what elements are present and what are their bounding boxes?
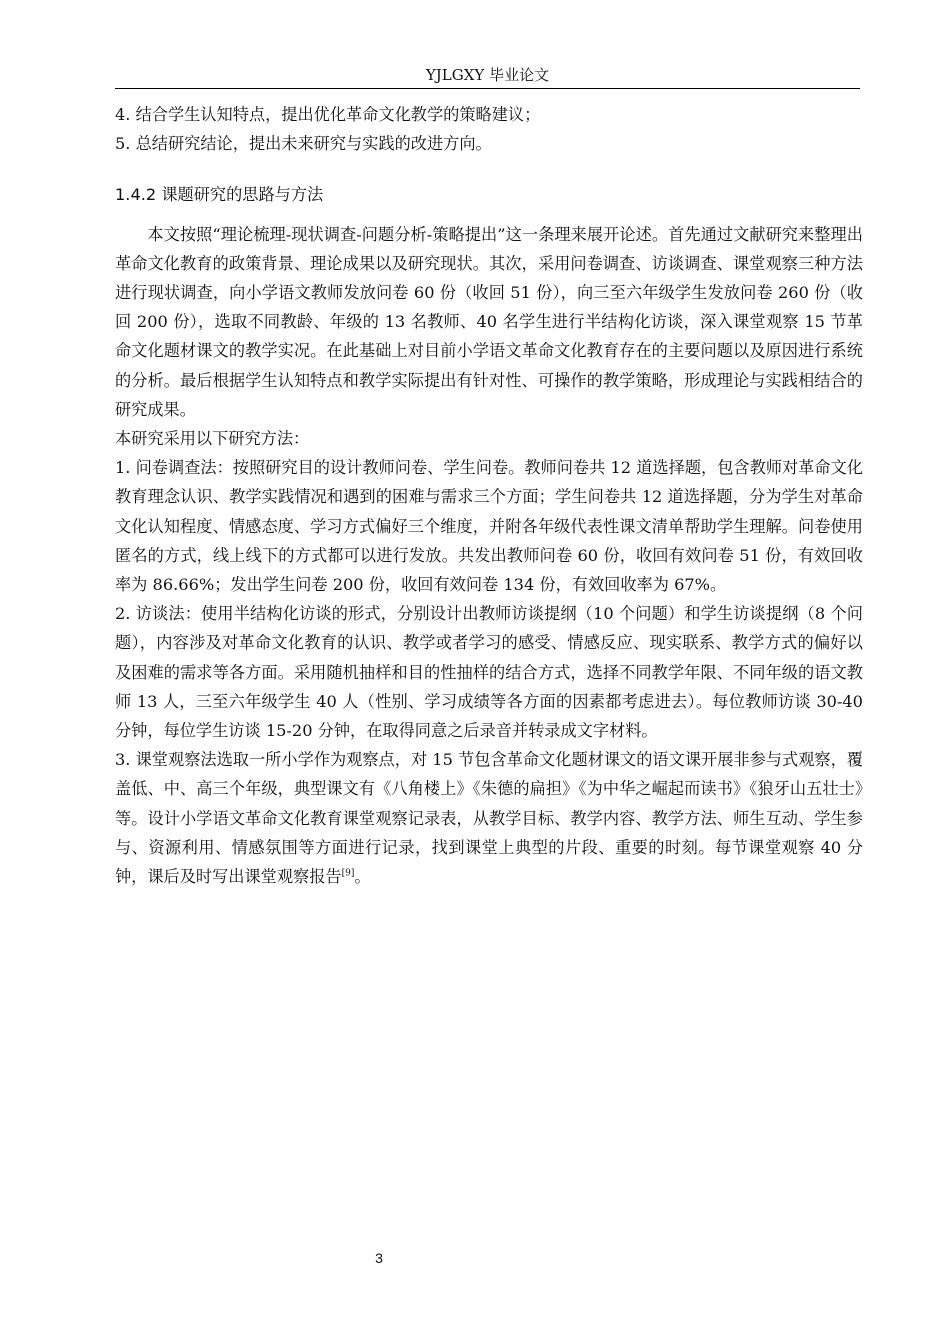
section-heading: 1.4.2 课题研究的思路与方法	[115, 185, 324, 205]
citation-ref: [9]	[341, 868, 355, 879]
objective-item-5: 5. 总结研究结论，提出未来研究与实践的改进方向。	[115, 134, 492, 154]
method-questionnaire: 1. 问卷调查法：按照研究目的设计教师问卷、学生问卷。教师问卷共 12 道选择题，包含教师对革命文化教育理念认识、教学实践情况和遇到的困难与需求三个方面；学生问卷共 12 道选择题，分为学生对革命文化认知程度、情感态度、学习方式偏好三个维度，并附各年级代表性课文清单帮助学生理解。问卷使用匿名的方式，线上线下的方式都可以进行发放。共发出教师问卷 60 份，收回有效问卷 51 份，有效回收率为 86.66%；发出学生问卷 200 份，收回有效问卷 134 份，有效回收率为 67%。	[115, 458, 863, 595]
method-observation	[115, 745, 863, 891]
objective-item-4: 4. 结合学生认知特点，提出优化革命文化教学的策略建议；	[115, 105, 541, 124]
page-body	[115, 100, 863, 891]
header-rule	[115, 88, 860, 89]
method-observation-end: 。	[354, 867, 371, 887]
running-header: YJLGXY 毕业论文	[425, 66, 550, 84]
intro-paragraph: 本文按照“理论梳理-现状调查-问题分析-策略提出”这一条理来展开论述。首先通过文献研究来整理出革命文化教育的政策背景、理论成果以及研究现状。其次，采用问卷调查、访谈调查、课堂观察三种方法进行现状调查，向小学语文教师发放问卷 60 份（收回 51 份），向三至六年级学生发放问卷 260 份（收回 200 份），选取不同教龄、年级的 13 名教师、40 名学生进行半结构化访谈，深入课堂观察 15 节革命文化题材课文的教学实况。在此基础上对目前小学语文革命文化教育存在的主要问题以及原因进行系统的分析。最后根据学生认知特点和教学实际提出有针对性、可操作的教学策略，形成理论与实践相结合的研究成果。	[115, 224, 863, 419]
methods-intro: 本研究采用以下研究方法：	[115, 429, 310, 449]
method-observation-text: 3. 课堂观察法选取一所小学作为观察点，对 15 节包含革命文化题材课文的语文课开展非参与式观察，覆盖低、中、高三个年级，典型课文有《八角楼上》《朱德的扁担》《为中华之崛起而读书》《狼牙山五壮士》等。设计小学语文革命文化教育课堂观察记录表，从教学目标、教学内容、教学方法、师生互动、学生参与、资源利用、情感氛围等方面进行记录，找到课堂上典型的片段、重要的时刻。每节课堂观察 40 分钟，课后及时写出课堂观察报告	[115, 750, 863, 887]
method-interview: 2. 访谈法：使用半结构化访谈的形式，分别设计出教师访谈提纲（10 个问题）和学生访谈提纲（8 个问题），内容涉及对革命文化教育的认识、教学或者学习的感受、情感反应、现实联系、教学方式的偏好以及困难的需求等各方面。采用随机抽样和目的性抽样的结合方式，选择不同教学年限、不同年级的语文教师 13 人，三至六年级学生 40 人（性别、学习成绩等各方面的因素都考虑进去）。每位教师访谈 30-40 分钟，每位学生访谈 15-20 分钟，在取得同意之后录音并转录成文字材料。	[115, 604, 863, 741]
page-number: 3	[375, 1250, 383, 1266]
